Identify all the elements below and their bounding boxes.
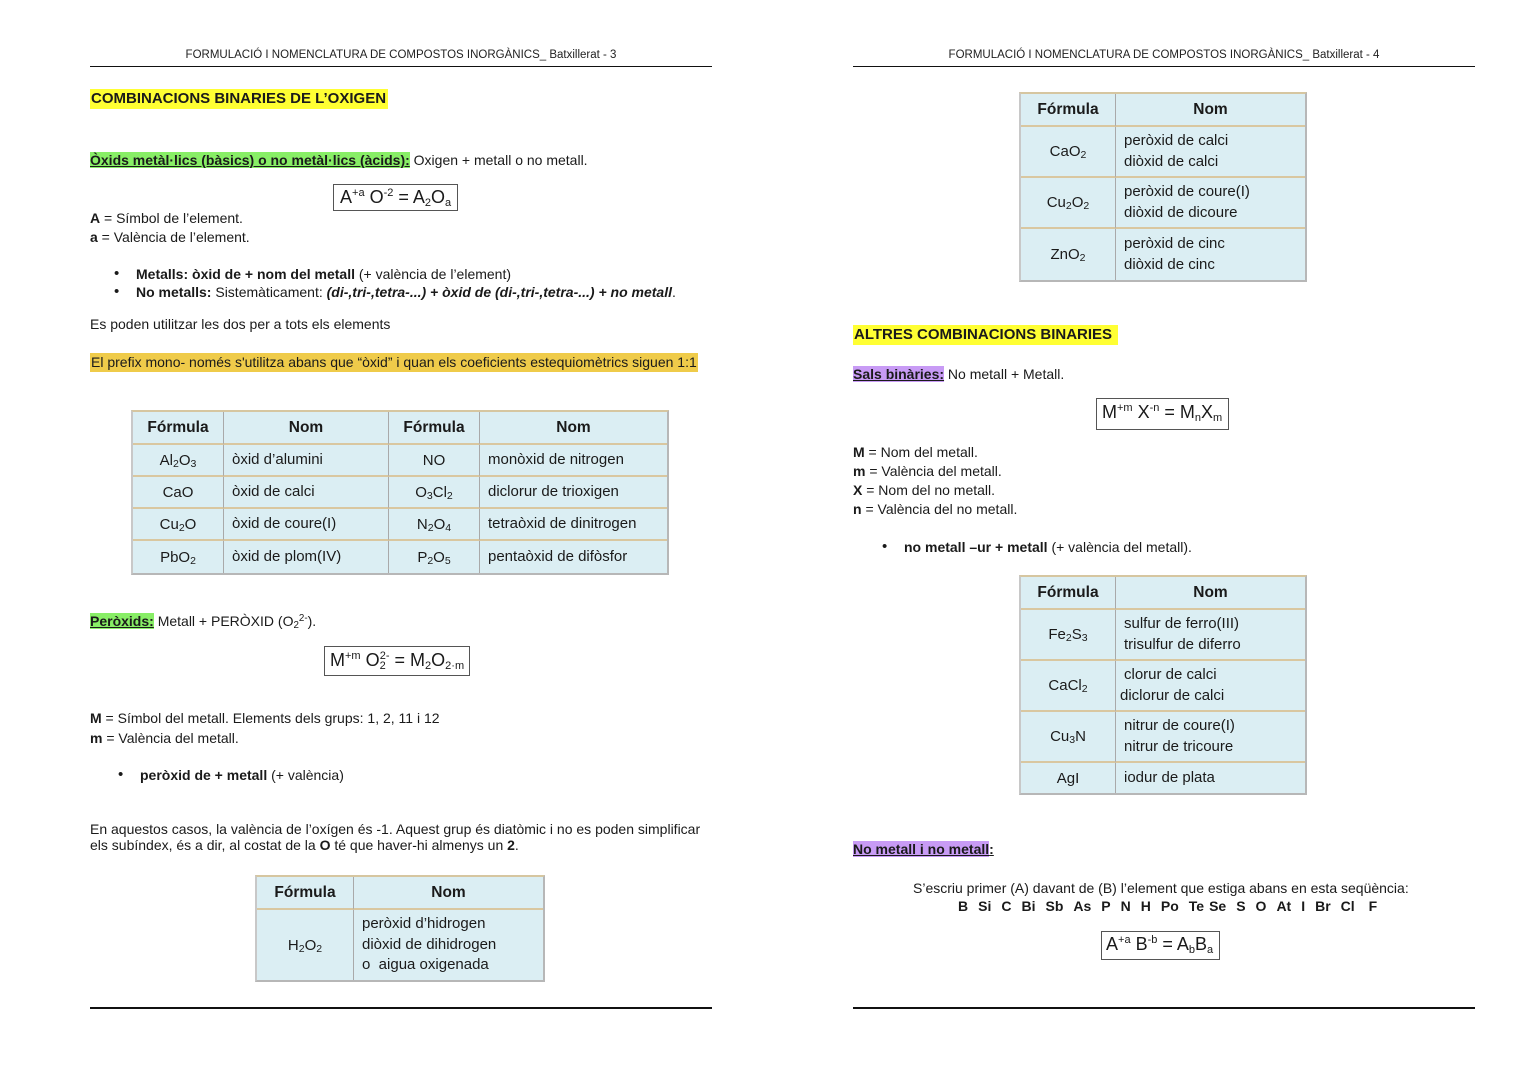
table-row xyxy=(1021,127,1305,178)
formula-part: B xyxy=(1195,934,1208,954)
col-header: Nom xyxy=(354,877,543,910)
col-header: Fórmula xyxy=(1021,577,1116,610)
name-line: sulfur de ferro(III) xyxy=(1124,615,1240,632)
formula-sup: -b xyxy=(1147,934,1158,946)
definition-text: = Nom del no metall. xyxy=(862,482,996,498)
formula-sub: a xyxy=(1207,944,1214,956)
name-line: peròxid de cinc xyxy=(1124,235,1225,252)
sequence-element: Br xyxy=(1315,898,1331,914)
text-bold: O xyxy=(319,837,331,853)
formula-cell xyxy=(389,541,480,573)
name-cell: òxid d’alumini xyxy=(224,445,389,477)
formula-sup: 2- xyxy=(298,613,308,624)
formula-cell xyxy=(389,509,480,541)
sequence-element: P xyxy=(1101,898,1111,914)
col-header: Fórmula xyxy=(389,412,480,445)
formula-part: Cu xyxy=(1046,194,1066,211)
formula-sub: 2·m xyxy=(445,660,465,672)
formula-part: Cu xyxy=(1050,728,1070,745)
sequence-element: F xyxy=(1368,898,1378,914)
label-colon: : xyxy=(989,841,994,857)
sequence-element: Cl xyxy=(1340,898,1355,914)
peroxides-intro xyxy=(90,612,316,631)
formula-sub: 2 xyxy=(1065,632,1072,644)
sequence-element: C xyxy=(1001,898,1012,914)
name-line: diòxid de cinc xyxy=(1124,255,1215,273)
definition-text: = Símbol de l’element. xyxy=(100,210,243,226)
definition-symbol: a xyxy=(90,229,98,245)
rule-binary-salt xyxy=(858,538,1192,556)
formula-sup: +m xyxy=(1117,402,1133,414)
paragraph-line: En aquestos casos, la valència de l’oxígen és -1. Aquest grup és diatòmic i no es poden simplificar xyxy=(90,821,701,837)
binary-salts-label: Sals binàries: xyxy=(853,366,945,382)
formula-sub: 2 xyxy=(298,942,305,955)
name-line: peròxid d’hidrogen xyxy=(362,915,486,933)
definition-symbol: X xyxy=(853,482,863,498)
rule-text: Sistemàticament: xyxy=(211,284,327,300)
formula-part: O xyxy=(360,650,380,670)
formula-cell xyxy=(1021,661,1116,712)
definition-symbol: M xyxy=(853,444,865,460)
table-row xyxy=(1021,178,1305,229)
formula-part: H xyxy=(287,936,299,954)
rule-end: . xyxy=(671,284,676,300)
col-header: Nom xyxy=(1116,94,1305,127)
table-row xyxy=(1021,712,1305,763)
name-line: diòxid de dihidrogen xyxy=(362,935,497,953)
col-header: Fórmula xyxy=(1021,94,1116,127)
definition xyxy=(90,228,250,247)
oxides-description: Oxigen + metall o no metall. xyxy=(409,152,588,168)
formula-sub: 2 xyxy=(427,521,434,534)
formula-part: M xyxy=(1102,402,1117,422)
definition xyxy=(853,443,978,462)
formula-sub: 2 xyxy=(190,554,196,567)
element-sequence xyxy=(958,898,1387,914)
formula-sub: 3 xyxy=(426,489,433,502)
formula-sub: m xyxy=(1213,412,1223,424)
binary-salt-naming-rule xyxy=(858,538,1192,556)
formula-sub: 5 xyxy=(444,554,451,567)
oxides-table xyxy=(131,410,669,575)
nonmetal-nonmetal-intro xyxy=(853,840,994,859)
formula-part: = A xyxy=(1157,934,1189,954)
formula-sub: 2 xyxy=(424,197,432,209)
formula-cell: AgI xyxy=(1021,763,1116,793)
table-row xyxy=(1021,610,1305,661)
section-title: COMBINACIONS BINARIES DE L’OXIGEN xyxy=(91,90,387,107)
page-header: FORMULACIÓ I NOMENCLATURA DE COMPOSTOS INORGÀNICS_ Batxillerat - 4 xyxy=(948,49,1380,61)
name-line: peròxid de calci xyxy=(1124,132,1229,149)
formula-sup: +a xyxy=(1118,934,1131,946)
table-row xyxy=(1021,763,1305,793)
binary-salts-table xyxy=(1019,575,1307,795)
formula-part: P xyxy=(417,548,428,566)
name-cell xyxy=(1116,712,1305,763)
h2o2-table xyxy=(255,875,545,982)
formula-part: Cl xyxy=(432,483,447,501)
name-cell xyxy=(1116,610,1305,661)
formula-cell: CaO xyxy=(133,477,224,509)
formula-sub: 4 xyxy=(445,521,452,534)
formula-part: O xyxy=(178,451,191,469)
formula-part: M xyxy=(330,650,345,670)
header-rule xyxy=(853,66,1475,67)
name-line: o aigua oxigenada xyxy=(362,956,489,974)
name-line: trisulfur de diferro xyxy=(1124,635,1241,653)
definition-text: = Nom del metall. xyxy=(864,444,978,460)
name-line: clorur de calci xyxy=(1124,666,1217,683)
col-header: Fórmula xyxy=(257,877,354,910)
formula-part: A xyxy=(1106,934,1119,954)
formula-part: N xyxy=(416,515,428,533)
formula-sub: 2 xyxy=(172,457,179,470)
oxide-formula-box xyxy=(333,184,458,211)
formula-part: O xyxy=(364,187,384,207)
peroxides-description: Metall + PERÒXID (O xyxy=(153,613,294,629)
name-cell xyxy=(1116,763,1305,793)
rule-text: (+ valència de l’element) xyxy=(355,266,512,282)
binary-salts-intro xyxy=(853,365,1064,384)
name-cell xyxy=(354,910,543,980)
formula-cell xyxy=(389,477,480,509)
table-row xyxy=(1021,229,1305,280)
sequence-element: N xyxy=(1120,898,1131,914)
definition xyxy=(90,209,243,228)
formula-sup: -n xyxy=(1149,402,1160,414)
name-cell: òxid de calci xyxy=(224,477,389,509)
name-cell: monòxid de nitrogen xyxy=(480,445,667,477)
peroxides-description-end: ). xyxy=(307,613,317,629)
formula-cell xyxy=(133,541,224,573)
formula-part: O xyxy=(415,483,427,501)
formula-cell: NO xyxy=(389,445,480,477)
section-title: ALTRES COMBINACIONS BINARIES xyxy=(853,325,1118,345)
definition-text: = València de l’element. xyxy=(97,229,250,245)
formula-part: ZnO xyxy=(1050,246,1080,263)
formula-part: B xyxy=(1130,934,1148,954)
definition xyxy=(90,709,440,728)
formula-sub: 2 xyxy=(1080,149,1087,161)
peroxide-formula-box xyxy=(324,646,470,676)
formula-part: O xyxy=(304,936,317,954)
table-row xyxy=(133,541,667,573)
table-row xyxy=(133,477,667,509)
rule-bold: No metalls: xyxy=(136,284,212,300)
text: . xyxy=(514,837,519,853)
rule-italic: (di-,tri-,tetra-...) + òxid de (di-,tri-,tetra-...) + no metall xyxy=(326,284,672,300)
formula-sub: 2 xyxy=(1079,252,1086,264)
formula-part: O xyxy=(431,187,446,207)
formula-cell xyxy=(1021,712,1116,763)
name-cell: tetraòxid de dinitrogen xyxy=(480,509,667,541)
formula-part: S xyxy=(1071,626,1082,643)
formula-sub: 2 xyxy=(425,660,432,672)
formula-part: X xyxy=(1201,402,1214,422)
text-bold: 2 xyxy=(507,837,515,853)
formula-sub: a xyxy=(445,197,452,209)
rule-metals xyxy=(90,265,676,283)
header-rule xyxy=(90,66,712,67)
formula-sub: 2 xyxy=(379,660,386,672)
formula-part: = A xyxy=(393,187,425,207)
formula-sub: 2 xyxy=(446,489,453,502)
nonmetal-nonmetal-label: No metall i no metall xyxy=(853,841,990,857)
formula-cell xyxy=(1021,229,1116,280)
formula-sup: +a xyxy=(352,187,365,199)
formula-cell xyxy=(1021,610,1116,661)
formula-part: CaO xyxy=(1049,143,1081,160)
col-header: Nom xyxy=(1116,577,1305,610)
formula-part: O xyxy=(431,650,446,670)
peroxide-naming-rule xyxy=(94,766,344,784)
name-cell xyxy=(1116,178,1305,229)
sequence-element: Sb xyxy=(1045,898,1064,914)
name-cell: òxid de coure(I) xyxy=(224,509,389,541)
name-line: peròxid de coure(I) xyxy=(1124,183,1250,200)
definition xyxy=(853,481,995,500)
table-row xyxy=(133,509,667,541)
name-cell: òxid de plom(IV) xyxy=(224,541,389,573)
formula-part: A xyxy=(340,187,353,207)
footer-rule xyxy=(90,1007,712,1009)
formula-sup: 2- xyxy=(379,650,390,662)
name-cell: diclorur de trioxigen xyxy=(480,477,667,509)
formula-sup: -2 xyxy=(383,187,394,199)
name-line: diclorur de calci xyxy=(1120,686,1225,704)
definition-symbol: n xyxy=(853,501,862,517)
formula-part: X xyxy=(1132,402,1150,422)
formula-sup: +m xyxy=(345,650,361,662)
ordering-rule: S’escriu primer (A) davant de (B) l’element que estiga abans en esta seqüència: xyxy=(913,880,1409,896)
formula-cell xyxy=(133,509,224,541)
definition-symbol: A xyxy=(90,210,101,226)
definition-symbol: m xyxy=(853,463,866,479)
definition-text: = Símbol del metall. Elements dels grups: 1, 2, 11 i 12 xyxy=(101,710,440,726)
col-header: Nom xyxy=(480,412,667,445)
footer-rule xyxy=(853,1007,1475,1009)
formula-sub: 2 xyxy=(1065,200,1072,212)
definition-text: = València del metall. xyxy=(865,463,1002,479)
formula-sub: 3 xyxy=(1069,734,1076,746)
sequence-element: B xyxy=(958,898,969,914)
table-row xyxy=(1021,661,1305,712)
sequence-element: As xyxy=(1073,898,1092,914)
formula-part: Cu xyxy=(159,515,179,533)
name-line: nitrur de tricoure xyxy=(1124,737,1234,755)
page-3 xyxy=(90,0,712,1080)
binary-salts-description: No metall + Metall. xyxy=(944,366,1065,382)
col-header: Nom xyxy=(224,412,389,445)
oxide-naming-rules xyxy=(90,265,676,301)
sequence-element: Si xyxy=(978,898,992,914)
formula-sub: 3 xyxy=(190,457,197,470)
formula-part: PbO xyxy=(160,548,191,566)
definition xyxy=(90,729,239,748)
rule-bold: no metall –ur + metall xyxy=(904,539,1048,555)
sequence-element: At xyxy=(1276,898,1292,914)
formula-cell xyxy=(257,910,354,980)
table-row xyxy=(133,445,667,477)
nonmetal-formula-box xyxy=(1101,931,1220,960)
rule-text: (+ valència) xyxy=(267,767,344,783)
name-cell xyxy=(1116,661,1305,712)
formula-part: O xyxy=(433,515,446,533)
oxides-label: Òxids metàl·lics (bàsics) o no metàl·lics (àcids): xyxy=(90,152,410,168)
peroxides-label: Peròxids: xyxy=(90,613,154,629)
formula-cell xyxy=(1021,127,1116,178)
name-line: iodur de plata xyxy=(1124,768,1215,786)
paragraph-line xyxy=(90,837,700,853)
formula-sub: 2 xyxy=(427,554,434,567)
formula-part: O xyxy=(184,515,197,533)
col-header: Fórmula xyxy=(133,412,224,445)
binary-salt-formula-box xyxy=(1096,398,1229,430)
definition-symbol: M xyxy=(90,710,102,726)
sequence-element: Se xyxy=(1209,898,1227,914)
oxides-intro xyxy=(90,151,588,170)
sequence-element: O xyxy=(1255,898,1267,914)
formula-cell xyxy=(133,445,224,477)
name-line: nitrur de coure(I) xyxy=(1124,717,1235,734)
definition-text: = València del metall. xyxy=(102,730,239,746)
formula-sub: n xyxy=(1194,412,1202,424)
formula-sub: 3 xyxy=(1081,632,1088,644)
sequence-element: Bi xyxy=(1021,898,1036,914)
formula-cell xyxy=(1021,178,1116,229)
formula-sub: 2 xyxy=(293,620,299,631)
formula-sub: 2 xyxy=(178,521,185,534)
note: Es poden utilitzar les dos per a tots els elements xyxy=(90,316,391,332)
table-row xyxy=(257,910,543,980)
definition xyxy=(853,500,1017,519)
rule-bold: peròxid de + metall xyxy=(140,767,268,783)
formula-part: Al xyxy=(159,451,173,469)
peroxide-paragraph xyxy=(90,821,700,853)
sequence-element: Po xyxy=(1160,898,1179,914)
rule-text: (+ valència del metall). xyxy=(1047,539,1192,555)
rule-peroxide xyxy=(94,766,344,784)
name-cell xyxy=(1116,127,1305,178)
page-header: FORMULACIÓ I NOMENCLATURA DE COMPOSTOS INORGÀNICS_ Batxillerat - 3 xyxy=(185,49,617,61)
definition-symbol: m xyxy=(90,730,103,746)
formula-part: CaCl xyxy=(1048,677,1082,694)
formula-part: = M xyxy=(1159,402,1195,422)
name-cell xyxy=(1116,229,1305,280)
text: té que haver-hi almenys un xyxy=(330,837,508,853)
sequence-element: H xyxy=(1140,898,1151,914)
sequence-element: S xyxy=(1236,898,1246,914)
formula-part: N xyxy=(1075,728,1086,745)
name-cell: pentaòxid de difòsfor xyxy=(480,541,667,573)
text: els subíndex, és a dir, al costat de la xyxy=(90,837,320,853)
peroxide-examples-table xyxy=(1019,92,1307,282)
formula-part: O xyxy=(1071,194,1084,211)
rule-nonmetals xyxy=(90,283,676,301)
sequence-element: I xyxy=(1301,898,1306,914)
name-line: diòxid de dicoure xyxy=(1124,203,1238,221)
formula-sub: 2 xyxy=(1083,200,1090,212)
page-4 xyxy=(853,0,1475,1080)
rule-bold: Metalls: òxid de + nom del metall xyxy=(136,266,355,282)
prefix-note: El prefix mono- només s'utilitza abans que “òxid” i quan els coeficients estequiomètrics siguen 1:1 xyxy=(91,354,697,370)
formula-part: O xyxy=(433,548,445,566)
sequence-element: Te xyxy=(1188,898,1205,914)
name-line: diòxid de calci xyxy=(1124,152,1219,170)
formula-sub: 2 xyxy=(1081,683,1088,695)
formula-sub: b xyxy=(1188,944,1196,956)
definition-text: = València del no metall. xyxy=(861,501,1018,517)
formula-part: Fe xyxy=(1048,626,1066,643)
definition xyxy=(853,462,1002,481)
formula-sub: 2 xyxy=(316,942,323,955)
formula-part: = M xyxy=(389,650,426,670)
